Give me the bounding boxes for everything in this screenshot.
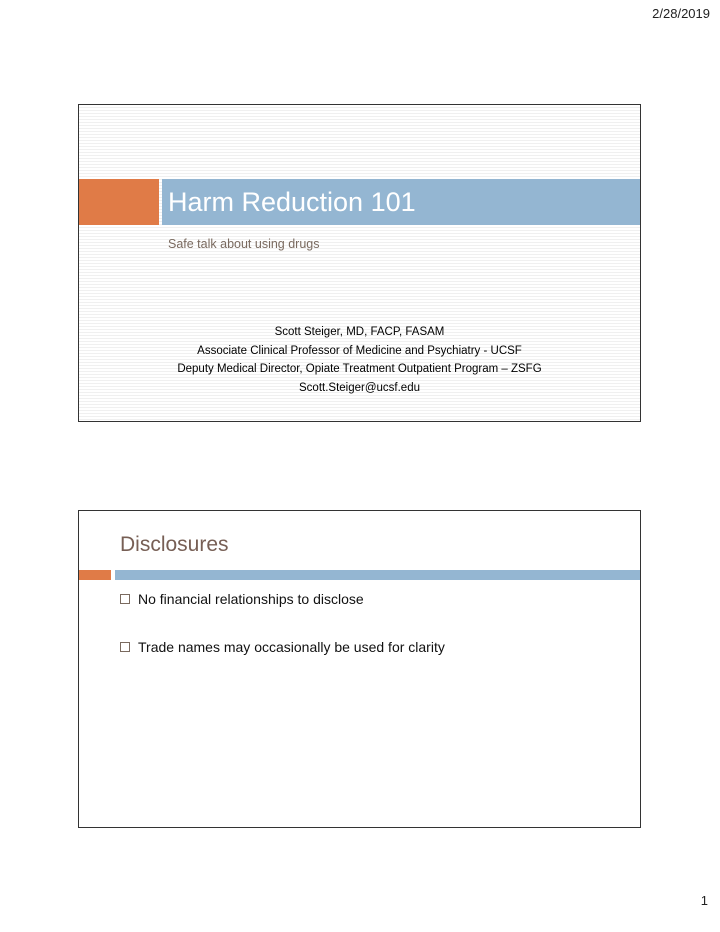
handout-date: 2/28/2019 <box>652 6 710 21</box>
author-email: Scott.Steiger@ucsf.edu <box>299 381 420 394</box>
square-bullet-icon <box>120 594 130 604</box>
square-bullet-icon <box>120 642 130 652</box>
author-role: Deputy Medical Director, Opiate Treatment Outpatient Program – ZSFG <box>177 363 542 375</box>
title-underline-bar <box>115 570 640 580</box>
title-slide <box>78 104 641 422</box>
disclosures-title: Disclosures <box>120 533 229 556</box>
list-item <box>120 589 620 609</box>
page-number: 1 <box>700 893 708 908</box>
slide-subtitle: Safe talk about using drugs <box>168 237 320 251</box>
bullet-text: No financial relationships to disclose <box>138 591 364 607</box>
author-title: Associate Clinical Professor of Medicine and Psychiatry - UCSF <box>197 344 522 357</box>
title-accent-strip <box>79 570 111 580</box>
title-accent-block <box>79 179 159 225</box>
author-block <box>79 323 640 397</box>
slide-title: Harm Reduction 101 <box>168 187 416 217</box>
bullet-text: Trade names may occasionally be used for clarity <box>138 639 445 655</box>
disclosures-list <box>120 589 620 657</box>
disclosures-slide <box>78 510 641 828</box>
author-name: Scott Steiger, MD, FACP, FASAM <box>274 326 445 338</box>
list-item <box>120 637 620 657</box>
